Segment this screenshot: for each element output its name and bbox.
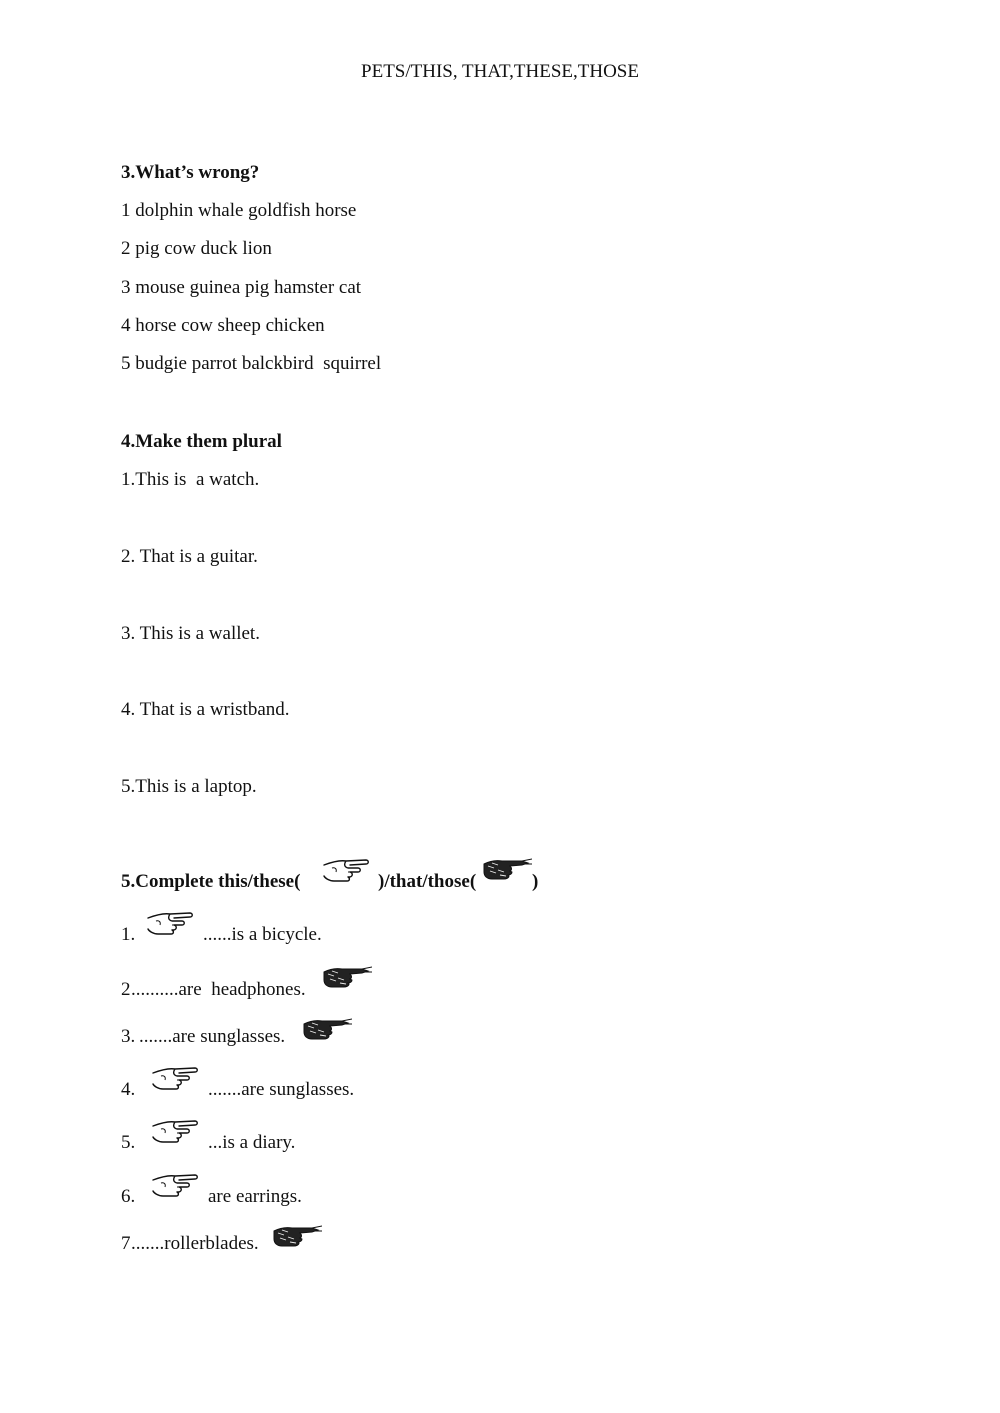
section-3-heading: 3.What’s wrong? <box>121 162 260 183</box>
page-title: PETS/THIS, THAT,THESE,THOSE <box>361 61 639 82</box>
list-item: 4. That is a wristband. <box>121 699 290 720</box>
item-text: ..........are headphones. <box>131 979 306 1000</box>
pointing-hand-dark-icon <box>322 966 372 990</box>
list-item: 1.This is a watch. <box>121 469 260 490</box>
pointing-hand-dark-icon <box>302 1018 352 1042</box>
pointing-hand-outline-icon <box>151 1117 201 1145</box>
list-item: 3. This is a wallet. <box>121 623 260 644</box>
pointing-hand-dark-icon <box>482 858 532 882</box>
list-item: 5 budgie parrot balckbird squirrel <box>121 353 382 374</box>
item-text: are earrings. <box>208 1186 302 1207</box>
item-number: 5. <box>121 1132 136 1153</box>
item-number: 6. <box>121 1186 136 1207</box>
section-5-heading: 5.Complete this/these( <box>121 871 301 892</box>
item-text: ......is a bicycle. <box>203 924 322 945</box>
item-number: 4. <box>121 1079 136 1100</box>
item-text: .......are sunglasses. <box>208 1079 355 1100</box>
list-item: 4 horse cow sheep chicken <box>121 315 325 336</box>
pointing-hand-outline-icon <box>322 856 372 884</box>
item-number: 3. <box>121 1026 136 1047</box>
item-number: 7 <box>121 1233 131 1254</box>
section-5-heading-middle: )/that/those( <box>378 871 477 892</box>
section-5-heading-end: ) <box>532 871 539 892</box>
item-number: 1. <box>121 924 136 945</box>
item-text: .......rollerblades. <box>131 1233 259 1254</box>
list-item: 1 dolphin whale goldfish horse <box>121 200 357 221</box>
pointing-hand-dark-icon <box>272 1225 322 1249</box>
pointing-hand-outline-icon <box>146 909 196 937</box>
item-text: .......are sunglasses. <box>139 1026 286 1047</box>
list-item: 2. That is a guitar. <box>121 546 258 567</box>
section-4-heading: 4.Make them plural <box>121 431 282 452</box>
item-text: ...is a diary. <box>208 1132 296 1153</box>
list-item: 3 mouse guinea pig hamster cat <box>121 277 362 298</box>
item-number: 2 <box>121 979 131 1000</box>
pointing-hand-outline-icon <box>151 1171 201 1199</box>
pointing-hand-outline-icon <box>151 1064 201 1092</box>
list-item: 5.This is a laptop. <box>121 776 257 797</box>
list-item: 2 pig cow duck lion <box>121 238 272 259</box>
